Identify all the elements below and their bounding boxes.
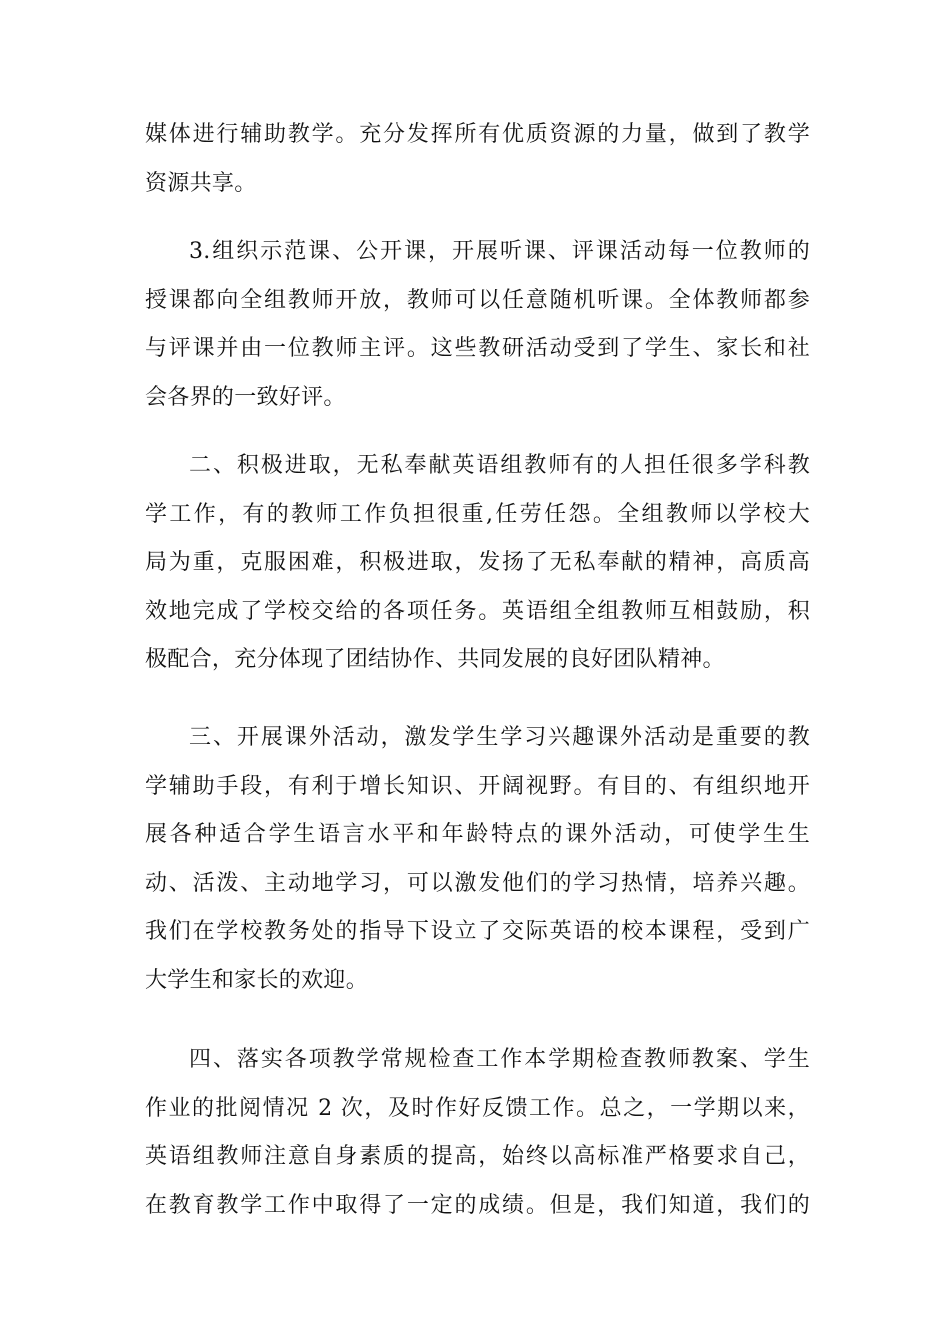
text-line: 3.组织示范课、公开课，开展听课、评课活动每一位教师的 [189,239,810,264]
text-line: 学辅助手段，有利于增长知识、开阔视野。有目的、有组织地开 [145,773,810,799]
text-line: 媒体进行辅助教学。充分发挥所有优质资源的力量，做到了教学 [145,122,810,147]
paragraph-3 [145,442,810,685]
text-line: 极配合，充分体现了团结协作、共同发展的良好团队精神。 [145,647,725,673]
text-line: 在教育教学工作中取得了一定的成绩。但是，我们知道，我们的 [145,1192,810,1218]
text-line: 四、落实各项教学常规检查工作本学期检查教师教案、学生 [189,1047,810,1072]
text-line: 与评课并由一位教师主评。这些教研活动受到了学生、家长和社 [145,336,810,362]
text-line: 效地完成了学校交给的各项任务。英语组全组教师互相鼓励，积 [145,598,810,624]
text-line: 英语组教师注意自身素质的提高，始终以高标准严格要求自己， [145,1144,810,1170]
text-line: 学工作，有的教师工作负担很重,任劳任怨。全组教师以学校大 [145,501,810,527]
paragraph-5 [145,1036,810,1230]
text-line: 会各界的一致好评。 [145,384,346,410]
text-line: 二、积极进取，无私奉献英语组教师有的人担任很多学科教 [189,453,810,478]
text-line: 三、开展课外活动，激发学生学习兴趣课外活动是重要的教 [189,725,810,750]
paragraph-4 [145,714,810,1006]
text-line: 展各种适合学生语言水平和年龄特点的课外活动，可使学生生 [145,822,810,848]
paragraph-2 [145,228,810,422]
text-line: 局为重，克服困难，积极进取，发扬了无私奉献的精神，高质高 [145,550,810,576]
text-line: 授课都向全组教师开放，教师可以任意随机听课。全体教师都参 [145,287,810,313]
text-line: 作业的批阅情况 2 次，及时作好反馈工作。总之，一学期以来， [145,1095,810,1121]
text-line: 大学生和家长的欢迎。 [145,967,369,993]
text-line: 资源共享。 [145,170,257,196]
paragraph-1 [145,111,810,208]
text-line: 我们在学校教务处的指导下设立了交际英语的校本课程，受到广 [145,919,810,945]
text-line: 动、活泼、主动地学习，可以激发他们的学习热情，培养兴趣。 [145,870,810,896]
